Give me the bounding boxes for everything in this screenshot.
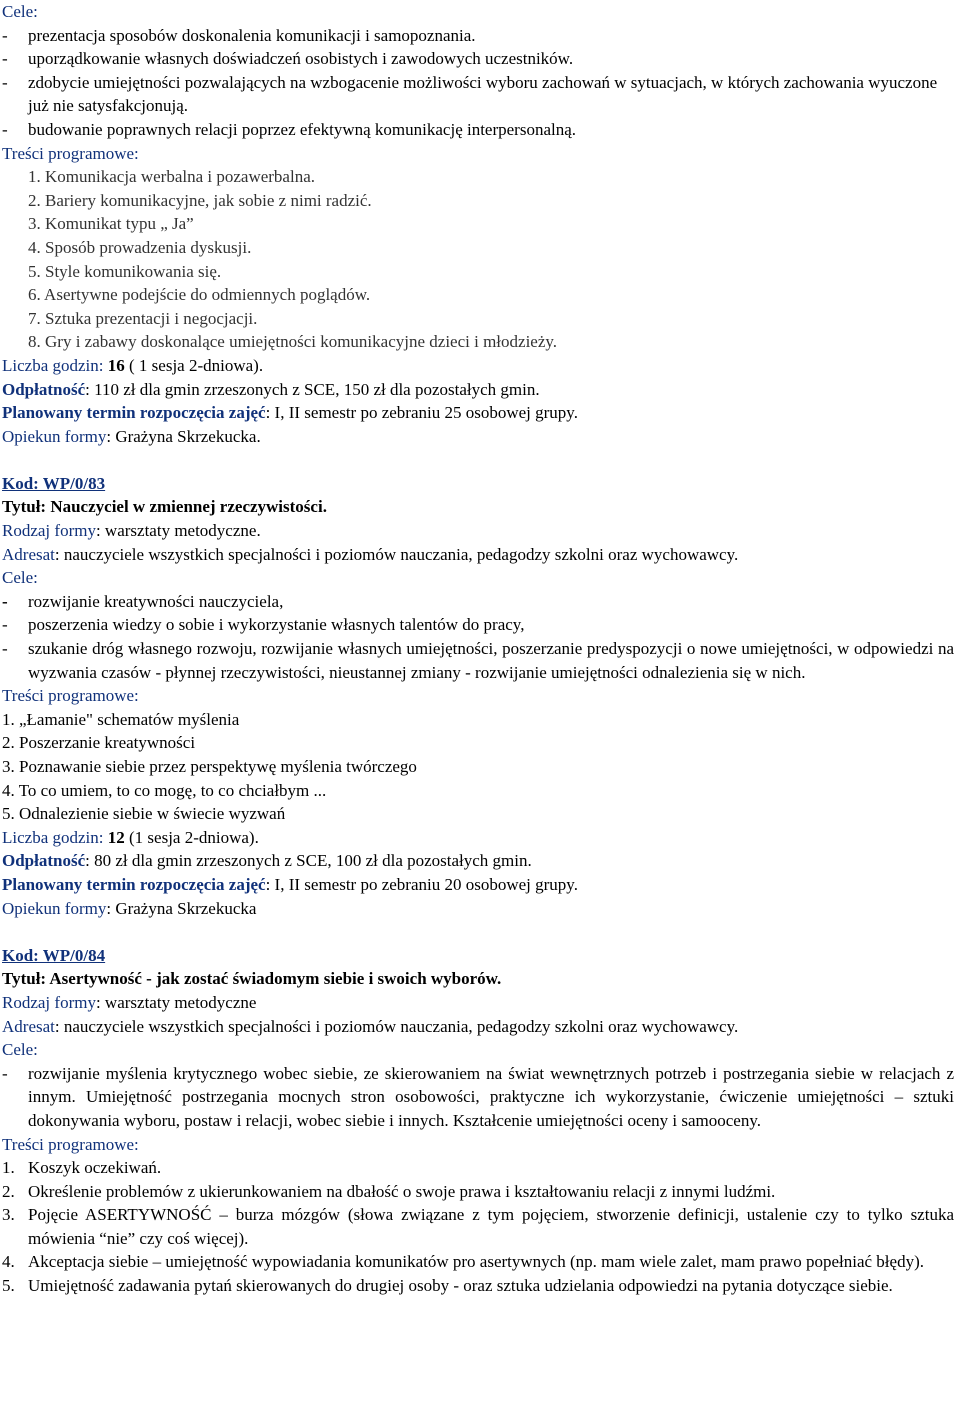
start-term-line: Planowany termin rozpoczęcia zajęć: I, II semestr po zebraniu 25 osobowej grupy. [2, 403, 578, 423]
course-code: Kod: WP/0/84 [2, 945, 106, 965]
goal-item: - rozwijanie kreatywności nauczyciela, [2, 591, 284, 611]
goal-item: - uporządkowanie własnych doświadczeń osobistych i zawodowych uczestników. [2, 49, 574, 69]
supervisor-line: Opiekun formy: Grażyna Skrzekucka [2, 898, 257, 918]
supervisor-line: Opiekun formy: Grażyna Skrzekucka. [2, 426, 261, 446]
program-item: 7. Sztuka prezentacji i negocjacji. [28, 308, 258, 328]
program-item: 2. Bariery komunikacyjne, jak sobie z nimi radzić. [28, 190, 372, 210]
program-item: 6. Asertywne podejście do odmiennych poglądów. [28, 285, 371, 305]
program-item: 3. Komunikat typu „ Ja” [28, 214, 194, 234]
program-item: 2. Określenie problemów z ukierunkowaniem na dbałość o swoje prawa i kształtowaniu relacji z innymi ludźmi. [2, 1181, 776, 1201]
hours-line: Liczba godzin: 12 (1 sesja 2-dniowa). [2, 827, 259, 847]
section-wp-0-83 [2, 472, 958, 920]
program-item: 2. Poszerzanie kreatywności [2, 733, 196, 753]
course-title: Tytuł: Asertywność - jak zostać świadomym siebie i swoich wyborów. [2, 969, 502, 989]
goal-item: - szukanie dróg własnego rozwoju, rozwijanie własnych umiejętności, poszerzanie predyspozycji o nowe umiejętności, w odpowiedzi na wyzwania czasów - płynnej rzeczywistości, nieustannej zmiany - rozwijanie umiejętności odnalezienia się w nich. [2, 639, 954, 682]
program-item: 8. Gry i zabawy doskonalące umiejętności komunikacyjne dzieci i młodzieży. [28, 332, 558, 352]
program-item: 1. „Łamanie" schematów myślenia [2, 709, 240, 729]
program-item: 4. Sposób prowadzenia dyskusji. [28, 237, 252, 257]
section-wp-0-84 [2, 944, 958, 1298]
course-title: Tytuł: Nauczyciel w zmiennej rzeczywistości. [2, 497, 327, 517]
goal-item: - poszerzenia wiedzy o sobie i wykorzystanie własnych talentów do pracy, [2, 615, 525, 635]
program-item: 3. Pojęcie ASERTYWNOŚĆ – burza mózgów (słowa związane z tym pojęciem, stworzenie definicji, ustalenie czy to tylko sztuka mówienia “nie” czy coś więcej). [2, 1205, 954, 1248]
program-content-label: Treści programowe: [2, 143, 139, 163]
hours-line: Liczba godzin: 16 ( 1 sesja 2-dniowa). [2, 355, 264, 375]
audience-line: Adresat: nauczyciele wszystkich specjalności i poziomów nauczania, pedagodzy szkolni oraz wychowawcy. [2, 544, 739, 564]
goal-item: - budowanie poprawnych relacji poprzez efektywną komunikację interpersonalną. [2, 119, 577, 139]
fee-line: Odpłatność: 110 zł dla gmin zrzeszonych z SCE, 150 zł dla pozostałych gmin. [2, 379, 540, 399]
program-item: 5. Odnalezienie siebie w świecie wyzwań [2, 804, 286, 824]
goal-item: - rozwijanie myślenia krytycznego wobec siebie, ze skierowaniem na świat wewnętrznych potrzeb i postrzegania siebie w relacjach z innym. Umiejętność postrzegania mocnych stron osobowości, praktyczne ich wykorzystanie, ćwiczenie umiejętności – sztuki dokonywania wyboru, postaw i relacji, wobec siebie i innych. Kształcenie umiejętności oceny i samooceny. [2, 1063, 954, 1130]
form-type-line: Rodzaj formy: warsztaty metodyczne [2, 992, 257, 1012]
course-code: Kod: WP/0/83 [2, 473, 106, 493]
start-term-line: Planowany termin rozpoczęcia zajęć: I, II semestr po zebraniu 20 osobowej grupy. [2, 874, 578, 894]
program-item: 3. Poznawanie siebie przez perspektywę myślenia twórczego [2, 757, 417, 776]
audience-line: Adresat: nauczyciele wszystkich specjalności i poziomów nauczania, pedagodzy szkolni oraz wychowawcy. [2, 1016, 739, 1036]
goal-item: - prezentacja sposobów doskonalenia komunikacji i samopoznania. [2, 25, 476, 45]
program-item: 4. Akceptacja siebie – umiejętność wypowiadania komunikatów pro asertywnych (np. mam wiele zalet, mam prawo popełniać błędy). [2, 1252, 924, 1272]
program-content-label: Treści programowe: [2, 1134, 139, 1154]
fee-line: Odpłatność: 80 zł dla gmin zrzeszonych z SCE, 100 zł dla pozostałych gmin. [2, 851, 532, 871]
program-item: 1. Komunikacja werbalna i pozawerbalna. [28, 167, 315, 187]
program-item: 1. Koszyk oczekiwań. [2, 1158, 162, 1178]
program-content-label: Treści programowe: [2, 686, 139, 706]
program-item: 5. Umiejętność zadawania pytań skierowanych do drugiej osoby - oraz sztuka udzielania odpowiedzi na pytania dotyczące siebie. [2, 1276, 893, 1296]
program-item: 4. To co umiem, to co mogę, to co chciałbym ... [2, 780, 327, 800]
goals-label: Cele: [2, 568, 38, 588]
section-communication [2, 0, 958, 448]
goal-item: - zdobycie umiejętności pozwalających na wzbogacenie możliwości wyboru zachowań w sytuacjach, w których zachowania wyuczone już nie satysfakcjonują. [2, 72, 938, 116]
goals-label: Cele: [2, 2, 38, 21]
program-item: 5. Style komunikowania się. [28, 261, 222, 281]
goals-label: Cele: [2, 1040, 38, 1060]
form-type-line: Rodzaj formy: warsztaty metodyczne. [2, 521, 261, 541]
